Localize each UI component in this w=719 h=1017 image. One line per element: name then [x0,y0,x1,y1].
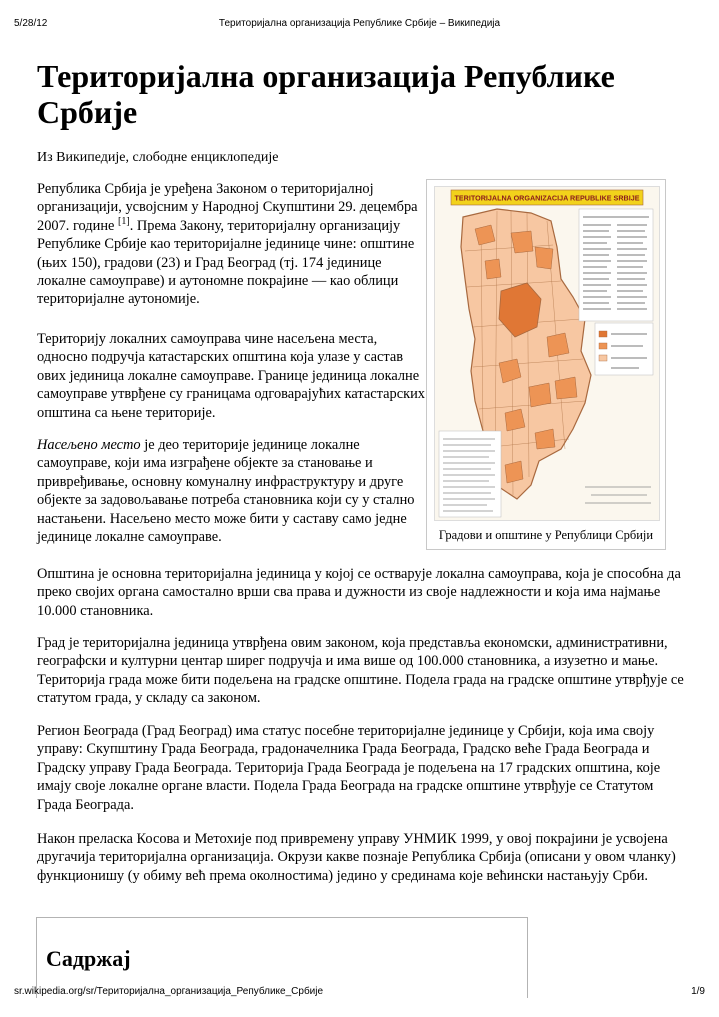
figure-caption: Градови и општине у Републици Србији [438,528,654,542]
legend-swatch-municipality [599,355,607,361]
page-title: Територијална организација Републике Србије [37,58,615,130]
legend-swatch-belgrade [599,331,607,337]
serbia-map-image[interactable] [434,186,660,521]
page-number: 1/9 [691,986,705,997]
paragraph-city: Град је територијална јединица утврђена овим законом, која представља економски, административни, географски и културни центар ширег подручја и има више од 100.000 становника, а изузетно и мање. Територија града може бити подељена на градске општине. Подела града на градске општине утврђује се статутом града, у складу са законом. [37,635,684,707]
map-footnote-box [439,431,501,517]
site-tagline: Из Википедије, слободне енциклопедије [37,150,279,165]
paragraph-kosovo: Након преласка Косова и Метохије под привремену управу УНМИК 1999, у овој покрајини је усвојена другачија територијална организација. Окрузи какве познаје Република Србија (описани у овом чланку) функционишу (у обиму већ према околностима) једино у срединама које већински настањују Срби. [37,831,676,884]
serbia-map-svg [435,187,659,520]
paragraph-local-self-government: Територију локалних самоуправа чине насељена места, односно подручја катастарских општина која улазе у састав ових јединица локалне самоуправе. Границе јединица локалне самоуправе утврђене су границама одговарајућих катастарских општина са њене територије. [37,331,425,421]
paragraph-municipality: Општина је основна територијална јединица у којој се остварује локална самоуправа, која је способна да преко својих органа самостално врши сва права и дужности из своје надлежности и која има најмање 10.000 становника. [37,566,681,619]
map-title-text: TERITORIJALNA ORGANIZACIJA REPUBLIKE SRBIJE [454,193,640,203]
page-url: sr.wikipedia.org/sr/Територијална_организација_Републике_Србије [14,986,324,997]
print-header [0,18,719,32]
toc-title: Садржај [46,946,131,971]
map-city-list [579,209,653,321]
reference-link[interactable]: [1] [118,216,130,228]
print-footer [0,986,719,1000]
map-figure [426,179,666,550]
print-date: 5/28/12 [14,18,48,29]
paragraph-belgrade: Регион Београда (Град Београд) има статус посебне територијалне јединице у Србији, која има своју управу: Скупштину Града Београда, градоначелника Града Београда, Градско веће Града Београда и Градску управу Града Београда. Територија Града Београда је подељена на 17 градских општина, које имају своје локалне органе власти. Подела Града Београда на градске општине утврђује се Статутом Града Београда. [37,723,661,813]
map-credit-lines [585,487,651,503]
print-page-title: Територијална организација Републике Србије – Википедија [218,18,501,29]
intro-paragraph: Република Србија је уређена Законом о територијалној организацији, усвојсним у Народној Скупштини 29. децембра 2007. године [1]. Према Закону, територијалну организацију Републике Србије као територијалне јединице чине: општине (њих 150), градови (23) и Град Београд (тј. 174 јединице локалне самоуправе) и аутономне покрајине — као облици територијалне аутономије. [37,181,418,308]
legend-swatch-city [599,343,607,349]
paragraph-settlement: Насељено место је део територије јединице локалне самоуправе, који има изграђене објекте за становање и привређивање, основну комуналну инфраструктуру и друге објекте за задовољавање потреба становника који су у стално настањени. Насељено место може бити у саставу само једне јединице локалне самоуправе. [37,437,415,546]
settlement-term: Насељено место [37,437,141,453]
